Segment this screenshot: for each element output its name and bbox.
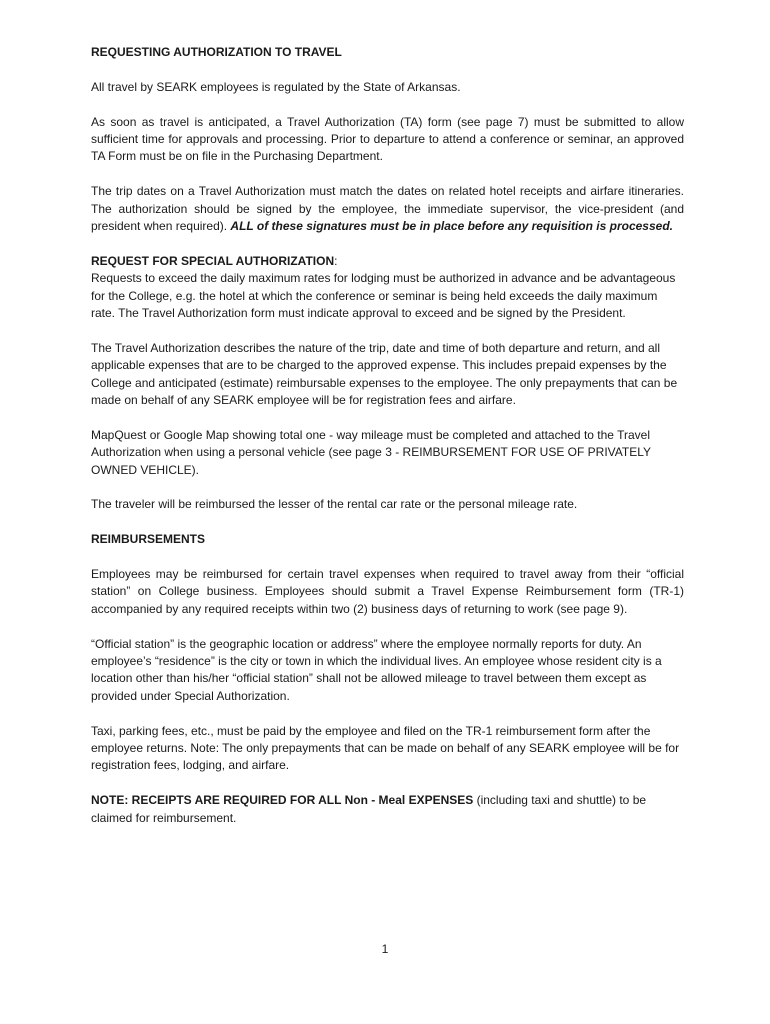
heading-special-text: REQUEST FOR SPECIAL AUTHORIZATION (91, 253, 335, 268)
trip-dates-text: The trip dates on a Travel Authorization must match the dates on related hotel receipts and airfare itineraries. The authorization should be signed by the employee, the immediate supervisor, the vice-president (and president when required). (91, 184, 684, 234)
page-number: 1 (381, 942, 389, 956)
receipts-note-rest: (including taxi and shuttle) to be claimed for reimbursement. (91, 793, 647, 825)
heading-reimbursements: REIMBURSEMENTS (91, 532, 206, 547)
paragraph-taxi-parking: Taxi, parking fees, etc., must be paid by the employee and filed on the TR-1 reimbursement form after the employee returns. Note: The only prepayments that can be made on behalf of any SEARK employee will be for registration fees, lodging, and airfare. (91, 723, 680, 773)
paragraph-rental-car: The traveler will be reimbursed the lesser of the rental car rate or the personal mileage rate. (91, 497, 578, 512)
document-body (91, 44, 684, 844)
paragraph-employees-reimbursed: Employees may be reimbursed for certain travel expenses when required to travel away from their “official station” on College business. Employees should submit a Travel Expense Reimbursement form (TR-1) accompanied by any required receipts within two (2) business days of returning to work (see page 9). (91, 567, 684, 616)
signatures-emphasis: ALL of these signatures must be in place before any requisition is processed. (230, 219, 673, 234)
paragraph-trip-dates (91, 183, 684, 235)
heading-special-authorization (91, 253, 684, 270)
paragraph-receipts-note (91, 792, 684, 827)
receipts-note-bold: NOTE: RECEIPTS ARE REQUIRED FOR ALL Non - Meal EXPENSES (91, 793, 474, 808)
paragraph-ta-form: As soon as travel is anticipated, a Travel Authorization (TA) form (see page 7) must be submitted to allow sufficient time for approvals and processing. Prior to departure to attend a conference or seminar, an approved TA Form must be on file in the Purchasing Department. (91, 114, 684, 164)
paragraph-official-station: “Official station” is the geographic location or address” where the employee normally reports for duty. An employee’s “residence” is the city or town in which the individual lives. An employee whose resident city is a location other than his/her “official station” shall not be allowed mileage to travel between them except as provided under Special Authorization. (91, 636, 662, 703)
heading-requesting-authorization: REQUESTING AUTHORIZATION TO TRAVEL (91, 45, 342, 59)
paragraph-regulated: All travel by SEARK employees is regulated by the State of Arkansas. (91, 79, 461, 94)
paragraph-exceed-rates: Requests to exceed the daily maximum rates for lodging must be authorized in advance and be advantageous for the College, e.g. the hotel at which the conference or seminar is being held exceeds the daily maximum rate. The Travel Authorization form must indicate approval to exceed and be signed by the President. (91, 271, 676, 321)
paragraph-ta-describes: The Travel Authorization describes the nature of the trip, date and time of both departure and return, and all applicable expenses that are to be charged to the approved expense. This includes prepaid expenses by the College and anticipated (estimate) reimbursable expenses to the employee. The only prepayments that can be made on behalf of any SEARK employee will be for registration fees and airfare. (91, 340, 678, 408)
paragraph-mapquest: MapQuest or Google Map showing total one - way mileage must be completed and attached to the Travel Authorization when using a personal vehicle (see page 3 - REIMBURSEMENT FOR USE OF PRIVATELY OWNED VEHICLE). (91, 427, 651, 477)
heading-special-colon: : (334, 253, 338, 268)
